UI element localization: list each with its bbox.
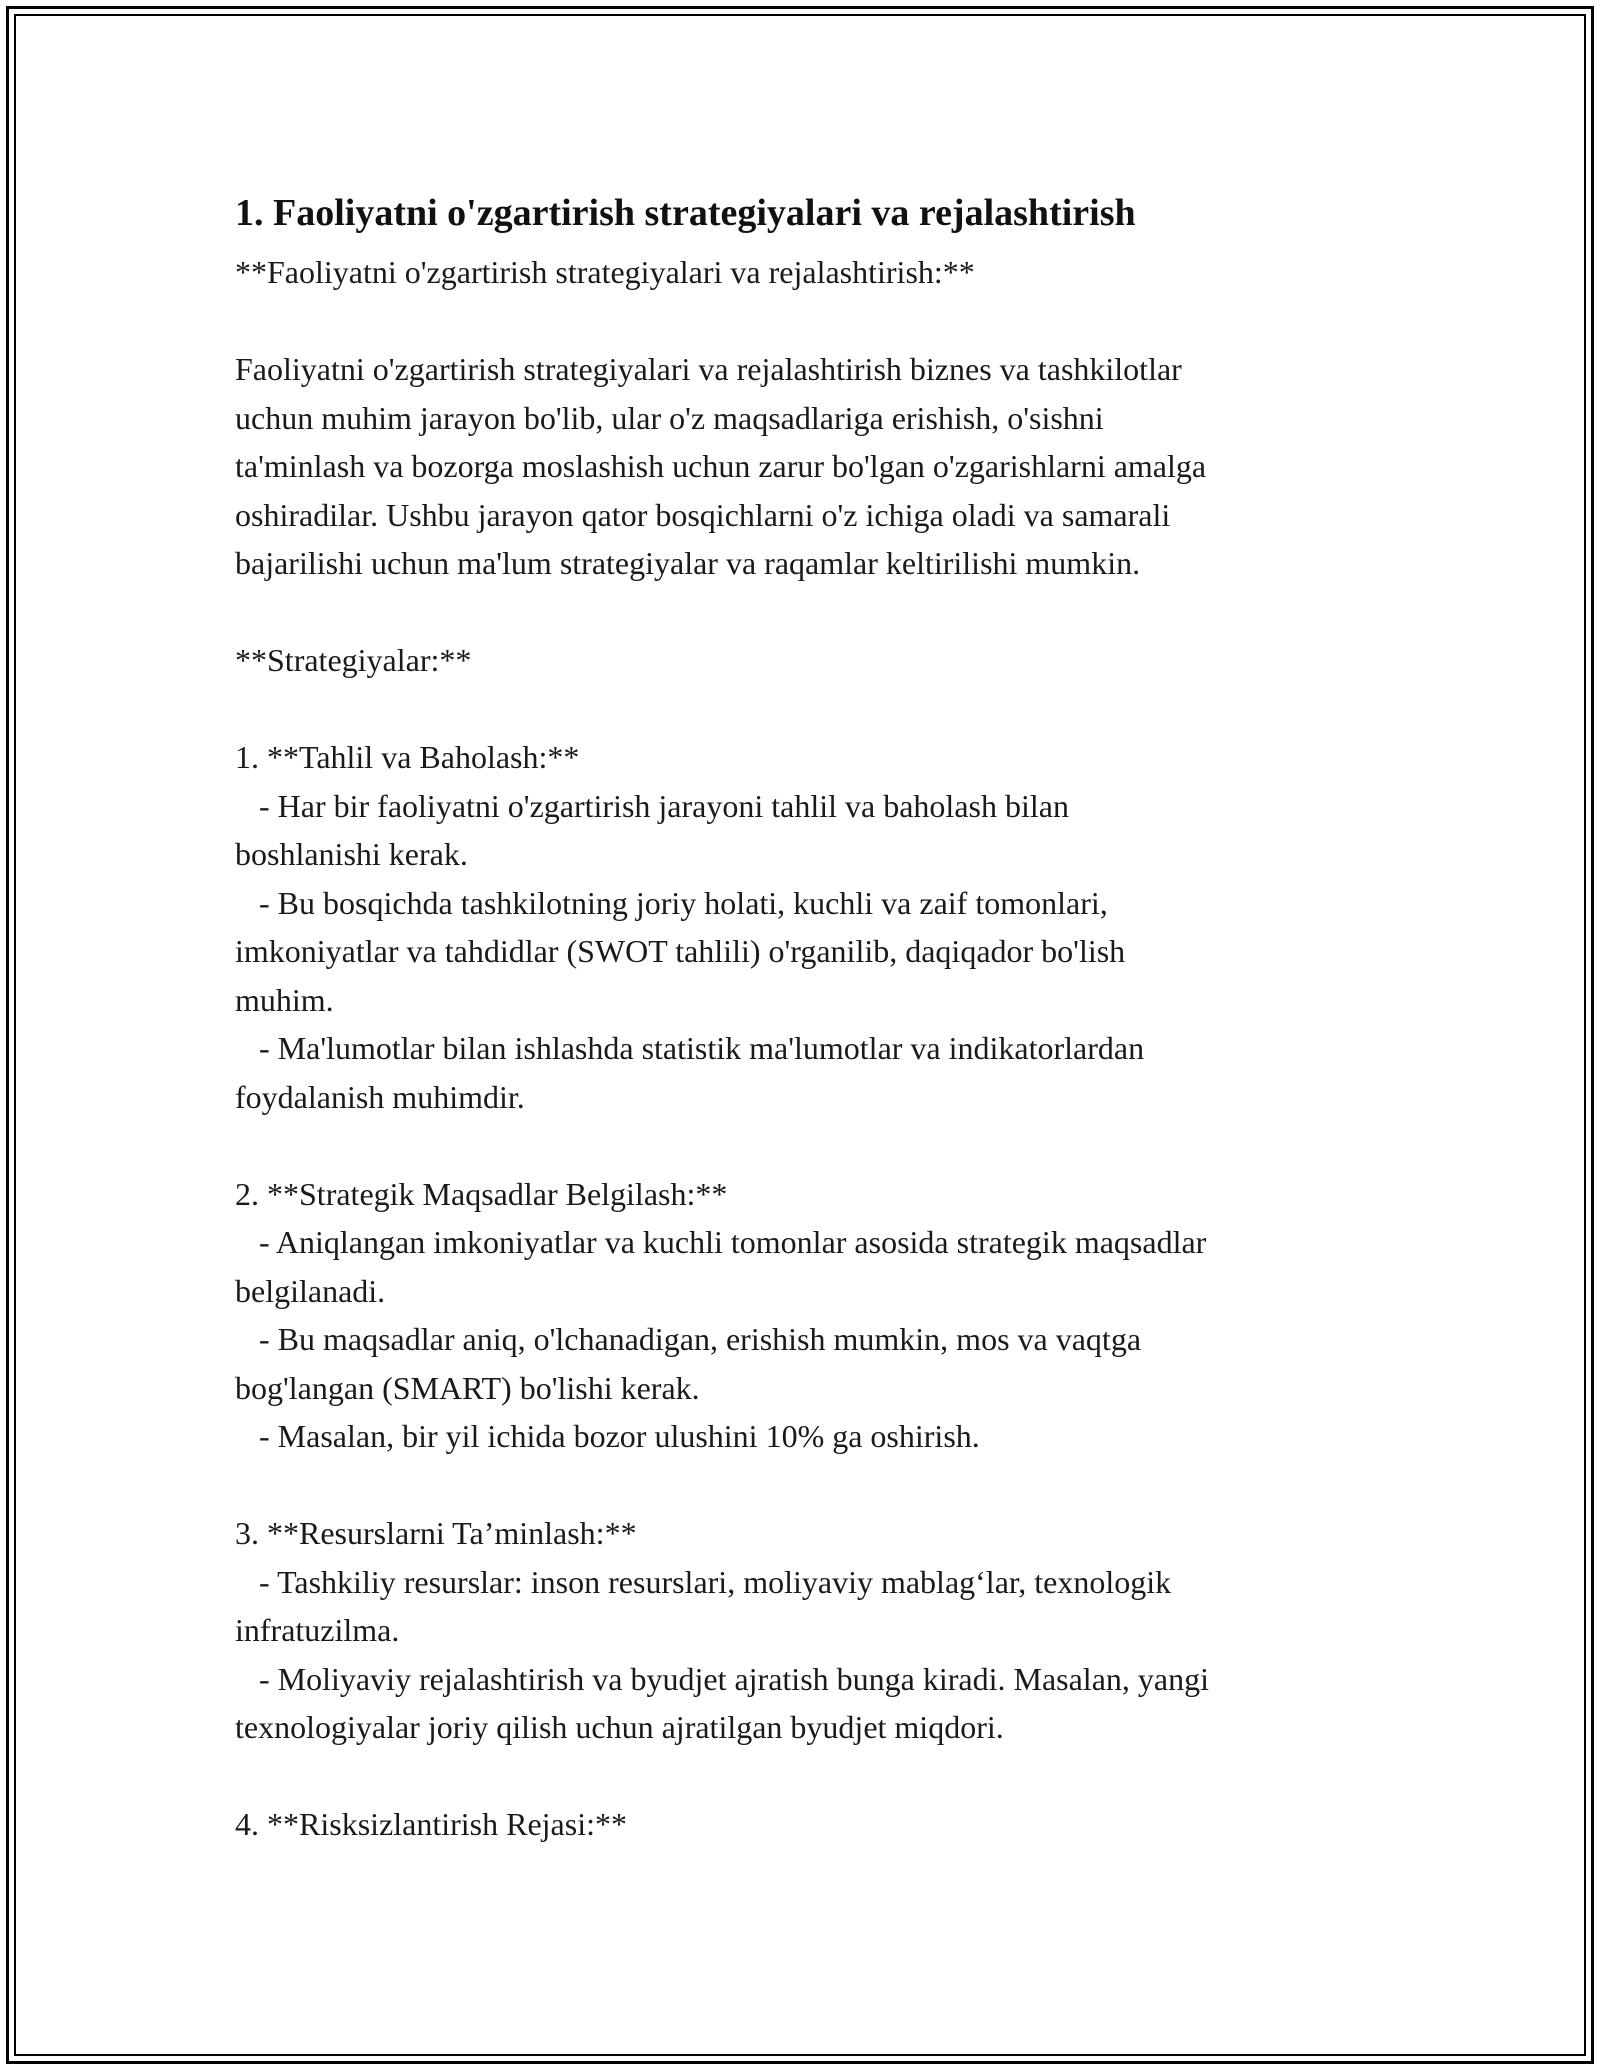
document-content <box>235 184 1375 1849</box>
document-body: **Faoliyatni o'zgartirish strategiyalari va rejalashtirish:** Faoliyatni o'zgartirish strategiyalari va rejalashtirish biznes va tashkilotlar uchun muhim jarayon bo'lib, ular o'z maqsadlariga erishish, o'sishni ta'minlash va bozorga moslashish uchun zarur bo'lgan o'zgarishlarni amalga oshiradilar. Ushbu jarayon qator bosqichlarni o'z ichiga oladi va samarali bajarilishi uchun ma'lum strategiyalar va raqamlar keltirilishi mumkin. **Strategiyalar:** 1. **Tahlil va Baholash:** - Har bir faoliyatni o'zgartirish jarayoni tahlil va baholash bilan boshlanishi kerak. - Bu bosqichda tashkilotning joriy holati, kuchli va zaif tomonlari, imkoniyatlar va tahdidlar (SWOT tahlili) o'rganilib, daqiqador bo'lish muhim. - Ma'lumotlar bilan ishlashda statistik ma'lumotlar va indikatorlardan foydalanish muhimdir. 2. **Strategik Maqsadlar Belgilash:** - Aniqlangan imkoniyatlar va kuchli tomonlar asosida strategik maqsadlar belgilanadi. - Bu maqsadlar aniq, o'lchanadigan, erishish mumkin, mos va vaqtga bog'langan (SMART) bo'lishi kerak. - Masalan, bir yil ichida bozor ulushini 10% ga oshirish. 3. **Resurslarni Ta’minlash:** - Tashkiliy resurslar: inson resurslari, moliyaviy mablag‘lar, texnologik infratuzilma. - Moliyaviy rejalashtirish va byudjet ajratish bunga kiradi. Masalan, yangi texnologiyalar joriy qilish uchun ajratilgan byudjet miqdori. 4. **Risksizlantirish Rejasi:** <box>235 254 1209 1842</box>
document-title: 1. Faoliyatni o'zgartirish strategiyalari va rejalashtirish <box>235 192 1136 234</box>
